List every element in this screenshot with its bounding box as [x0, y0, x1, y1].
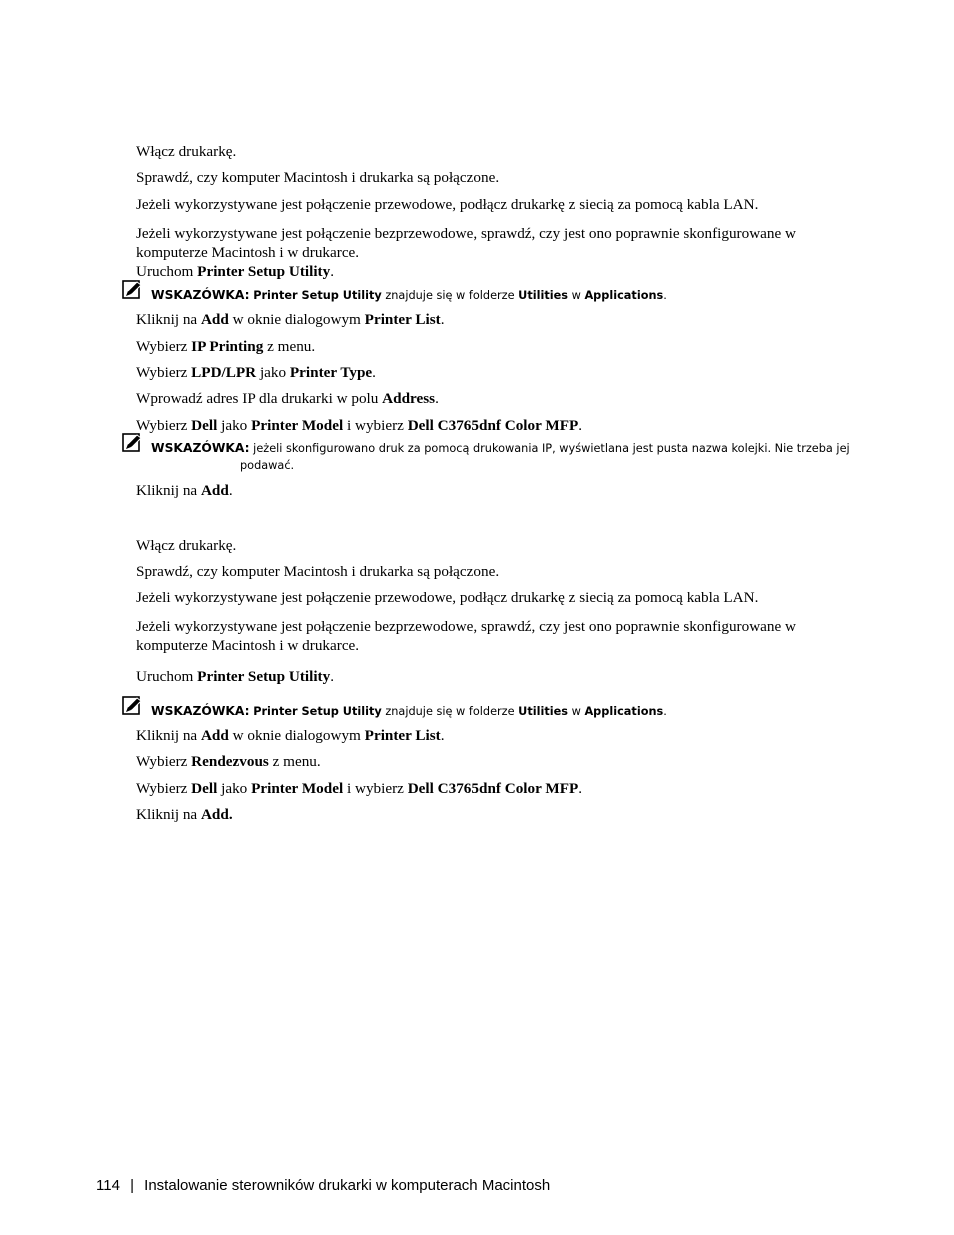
ip-step-click-add: Kliknij na Add w oknie dialogowym Printer List.: [136, 311, 445, 328]
ip-step-power-on: Włącz drukarkę.: [136, 143, 237, 160]
rv-step-power-on: Włącz drukarkę.: [136, 537, 237, 554]
page-number: 114: [96, 1177, 120, 1194]
ip-step-address: Wprowadź adres IP dla drukarki w polu Address.: [136, 390, 439, 407]
rv-step-final-add: Kliknij na Add.: [136, 806, 233, 823]
page-footer: [96, 1176, 550, 1196]
rv-step-wired: Jeżeli wykorzystywane jest połączenie przewodowe, podłącz drukarkę z siecią za pomocą kabla LAN.: [136, 589, 759, 606]
note-label: WSKAZÓWKA:: [151, 288, 250, 302]
pencil-note-icon: [122, 433, 142, 453]
ip-step-wireless: Jeżeli wykorzystywane jest połączenie bezprzewodowe, sprawdź, czy jest ono poprawnie skonfigurowane w komputerze Macintosh i w drukarce.: [136, 225, 796, 261]
note-continuation: podawać.: [240, 459, 295, 472]
rv-step-printer-model: Wybierz Dell jako Printer Model i wybierz Dell C3765dnf Color MFP.: [136, 780, 583, 797]
rv-step-check-connection: Sprawdź, czy komputer Macintosh i drukarka są połączone.: [136, 563, 500, 580]
chapter-title: Instalowanie sterowników drukarki w komputerach Macintosh: [144, 1177, 551, 1194]
ip-step-launch: Uruchom Printer Setup Utility.: [136, 263, 334, 280]
document-page: Włącz drukarkę. Sprawdź, czy komputer Macintosh i drukarka są połączone. Jeżeli wykorzystywane jest połączenie przewodowe, podłącz drukarkę z siecią za pomocą kabla LAN. Jeżeli wykorzystywane jest połączenie bezprzewodowe, sprawdź, czy jest ono poprawnie skonfigurowane w komputerze Macintosh i w drukarce. Uruchom Printer Setup Utility. WSKAZÓWKA: Printer Setup Utility znajduje się w folderze Utilities w Applications. Kliknij na Add w oknie dialogowym Printer List. Wybierz IP Printing z menu. Wybierz LPD/LPR jako Printer Type. Wprowadź adres IP dla drukarki w polu Address. Wybierz Dell jako Printer Model i wybierz Dell C3765dnf Color MFP. WSKAZÓWKA: jeżeli skonfigurowano druk za pomocą drukowania IP, wyświetlana jest pusta nazwa kolejki. Nie trzeba jej podawać. Kliknij na Add. Włącz drukarkę. Sprawdź, czy komputer Macintosh i drukarka są połączone. Jeżeli wykorzystywane jest połączenie przewodowe, podłącz drukarkę z siecią za pomocą kabla LAN. Jeżeli wykorzystywane jest połączenie bezprzewodowe, sprawdź, czy jest ono poprawnie skonfigurowane w komputerze Macintosh i w drukarce. Uruchom Printer Setup Utility. WSKAZÓWKA: Printer Setup Utility znajduje się w folderze Utilities w Applications. Kliknij na Add w oknie dialogowym Printer List. Wybierz Rendezvous z menu. Wybierz Dell jako Printer Model i wybierz Dell C3765dnf Color MFP. Kliknij na Add. 114 | Instalowanie sterowników drukarki w komputerach Macintosh: [0, 0, 954, 1235]
rv-step-launch: Uruchom Printer Setup Utility.: [136, 668, 334, 685]
ip-step-final-add: Kliknij na Add.: [136, 482, 233, 499]
pencil-note-icon: [122, 696, 142, 716]
note-label: WSKAZÓWKA:: [151, 441, 250, 455]
footer-separator: |: [130, 1177, 134, 1194]
ip-step-select-printing: Wybierz IP Printing z menu.: [136, 338, 316, 355]
ip-step-printer-model: Wybierz Dell jako Printer Model i wybierz Dell C3765dnf Color MFP.: [136, 417, 583, 434]
pencil-note-icon: [122, 280, 142, 300]
rv-step-wireless: Jeżeli wykorzystywane jest połączenie bezprzewodowe, sprawdź, czy jest ono poprawnie skonfigurowane w komputerze Macintosh i w drukarce.: [136, 618, 796, 654]
note-label: WSKAZÓWKA:: [151, 704, 250, 718]
rv-step-click-add: Kliknij na Add w oknie dialogowym Printer List.: [136, 727, 445, 744]
ip-step-wired: Jeżeli wykorzystywane jest połączenie przewodowe, podłącz drukarkę z siecią za pomocą kabla LAN.: [136, 196, 759, 213]
ip-step-printer-type: Wybierz LPD/LPR jako Printer Type.: [136, 364, 376, 381]
ip-step-check-connection: Sprawdź, czy komputer Macintosh i drukarka są połączone.: [136, 169, 500, 186]
app-name: Printer Setup Utility: [197, 263, 331, 280]
rv-step-select-rendezvous: Wybierz Rendezvous z menu.: [136, 753, 321, 770]
